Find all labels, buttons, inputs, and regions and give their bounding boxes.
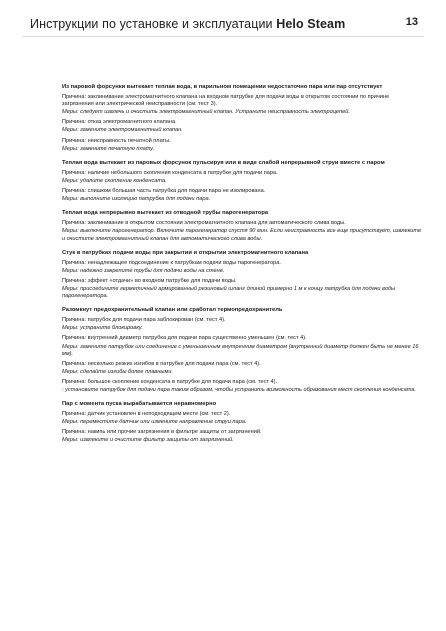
remedy-text: Меры: сделайте изгибы более плавными. <box>62 368 174 375</box>
remedy-text: Меры: присоедините герметичный армированный резиновый шланг длиной примерно 1 м к концу патрубка для подачи воды парогенератора. <box>62 285 396 300</box>
remedy-text: Меры: замените электромагнитный клапан. <box>62 127 183 134</box>
cause-text: Причина: эффект «отдачи» во входном патрубке для подачи воды. <box>62 277 237 284</box>
remedy-text: : установите патрубок для подачи пара таким образом, чтобы устранить возможность образования мест скопления конденсата. <box>62 387 416 393</box>
header-title <box>30 17 345 31</box>
cause-text: Причина: слишком большая часть патрубка для подачи пара не изолирована. <box>62 188 266 195</box>
header-brand: Helo Steam <box>276 17 346 31</box>
remedy-text: Меры: выполните изоляцию патрубка для подачи пара. <box>62 196 211 203</box>
remedy-text: Меры: замените печатную плату. <box>62 145 155 152</box>
remedy-text: Меры: извлеките и очистите фильтр защиты от загрязнений. <box>62 437 234 444</box>
cause-text: Причина: большое скопление конденсата в патрубке для подачи пара (см. тест 4). <box>62 378 278 385</box>
section-title: Разомкнут предохранительный клапан или сработал термопредохранитель <box>62 307 283 314</box>
troubleshooting-content <box>62 84 422 452</box>
troubleshooting-section <box>62 160 422 203</box>
remedy-text: Меры: выключите парогенератор. Включите парогенератор спустя 90 мин. Если неисправность все еще присутствует, извлеките и очистите электромагнитный клапан для автоматического слива воды. <box>62 228 422 242</box>
section-title: Теплая вода непрерывно вытекает из отводной трубы парогенератора <box>62 210 269 217</box>
cause-text: Причина: отказ электромагнитного клапана. <box>62 119 177 126</box>
page-number: 13 <box>405 16 418 28</box>
section-title: Стук в патрубках подачи воды при закрытии и открытии электромагнитного клапана <box>62 249 309 256</box>
remedy-text: Меры: удалите скопление конденсата. <box>62 177 167 184</box>
cause-text: Причина: патрубок для подачи пара заблокирован (см. тест 4). <box>62 317 226 324</box>
cause-text: Причина: датчик установлен в неподходящем месте (см. тест 2). <box>62 411 231 418</box>
header-title-prefix: Инструкции по установке и эксплуатации <box>30 17 273 31</box>
cause-text: Причина: заклинивание электромагнитного клапана на входном патрубке для подачи воды в открытом состоянии по причине загрязнения или электрической неисправности (см. тест 3). <box>62 94 390 108</box>
cause-text: Причина: неисправность печатной платы. <box>62 137 171 144</box>
page-header <box>22 14 424 37</box>
remedy-text: Меры: замените патрубок или соединение с уменьшенным внутренним диаметром (внутренний диаметр должен быть не менее 16 мм). <box>62 343 419 357</box>
remedy-text: Меры: устраните блокировку. <box>62 325 143 332</box>
remedy-text: Меры: следует извлечь и очистить электромагнитный клапан. Устраните неисправность электроцепей. <box>62 109 350 116</box>
troubleshooting-section <box>62 401 422 444</box>
cause-text: Причина: несколько резких изгибов в патрубке для подачи пара (см. тест 4). <box>62 360 261 367</box>
cause-text: Причина: накипь или прочие загрязнения в фильтре защиты от загрязнений. <box>62 429 262 436</box>
troubleshooting-section <box>62 250 422 301</box>
cause-text: Причина: ненадлежащее подсоединение к патрубкам подачи воды парогенератора. <box>62 259 281 266</box>
cause-text: Причина: наличие небольшого скопления конденсата в патрубке для подачи пара. <box>62 169 278 176</box>
cause-text: Причина: внутренний диаметр патрубка для подачи пара существенно уменьшен (см. тест 4). <box>62 335 307 342</box>
section-title: Теплая вода вытекает из паровых форсунок пульсируя или в виде слабой непрерывной струи вместе с паром <box>62 159 385 166</box>
cause-text: Причина: заклинивание в открытом состоянии электромагнитного клапана для автоматического слива воды. <box>62 220 346 227</box>
section-title: Из паровой форсунки вытекает теплая вода, в парильном помещении недостаточно пара или пар отсутствует <box>62 84 383 90</box>
section-title: Пар с момента пуска вырабатывается неравномерно <box>62 401 217 408</box>
troubleshooting-section <box>62 210 422 242</box>
troubleshooting-section <box>62 307 422 394</box>
troubleshooting-section <box>62 84 422 153</box>
remedy-text: Меры: переместите датчик или измените направление струи пара. <box>62 419 247 426</box>
remedy-text: Меры: надежно закрепите трубы для подачи воды на стене. <box>62 267 225 274</box>
